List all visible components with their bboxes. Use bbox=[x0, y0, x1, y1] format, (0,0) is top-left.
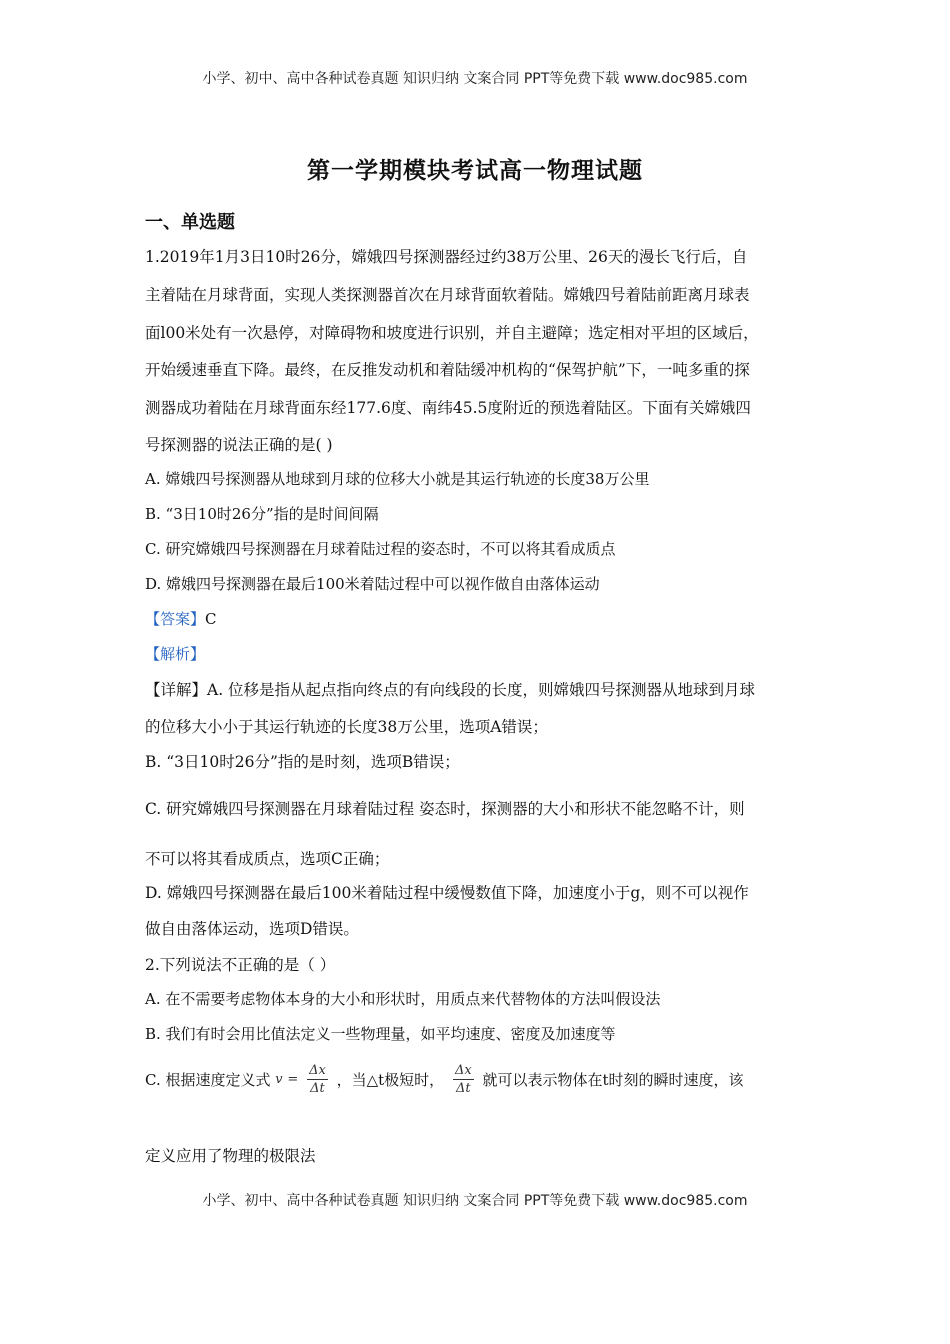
q1-stem-line: 开始缓速垂直下降。最终，在反推发动机和着陆缓冲机构的“保驾护航”下，一吨多重的探 bbox=[145, 361, 750, 379]
q1-option-c: C. 研究嫦娥四号探测器在月球着陆过程的姿态时，不可以将其看成质点 bbox=[145, 540, 616, 558]
formula-fraction-2 bbox=[453, 1062, 474, 1097]
section-heading: 一、单选题 bbox=[145, 212, 235, 233]
page-header: 小学、初中、高中各种试卷真题 知识归纳 文案合同 PPT等免费下载 www.doc985.com bbox=[202, 71, 748, 87]
q1-option-d: D. 嫦娥四号探测器在最后100米着陆过程中可以视作做自由落体运动 bbox=[145, 575, 600, 593]
q1-detail-line: C. 研究嫦娥四号探测器在月球着陆过程 姿态时，探测器的大小和形状不能忽略不计，则 bbox=[145, 800, 745, 818]
q1-answer bbox=[145, 608, 805, 629]
q2-option-c bbox=[145, 1062, 805, 1097]
q2-option-b: B. 我们有时会用比值法定义一些物理量，如平均速度、密度及加速度等 bbox=[145, 1025, 616, 1043]
q1-stem-line: 主着陆在月球背面，实现人类探测器首次在月球背面软着陆。嫦娥四号着陆前距离月球表 bbox=[145, 286, 750, 304]
formula-fraction bbox=[307, 1062, 328, 1097]
q2-option-c-continuation: 定义应用了物理的极限法 bbox=[145, 1147, 316, 1165]
q1-detail-line: 【详解】A. 位移是指从起点指向终点的有向线段的长度，则嫦娥四号探测器从地球到月球 bbox=[145, 681, 756, 699]
q1-detail-line: D. 嫦娥四号探测器在最后100米着陆过程中缓慢数值下降，加速度小于g，则不可以视作 bbox=[145, 884, 749, 902]
formula-denominator-2: Δt bbox=[456, 1081, 471, 1096]
q1-detail-line: B. “3日10时26分”指的是时刻，选项B错误； bbox=[145, 753, 460, 771]
q2-option-c-mid: ，当△t极短时， bbox=[336, 1071, 445, 1089]
formula-numerator-2: Δx bbox=[454, 1063, 472, 1078]
answer-value: C bbox=[205, 610, 217, 628]
q1-stem-line: 1.2019年1月3日10时26分，嫦娥四号探测器经过约38万公里、26天的漫长飞行后，自 bbox=[145, 248, 748, 266]
q1-option-a: A. 嫦娥四号探测器从地球到月球的位移大小就是其运行轨迹的长度38万公里 bbox=[145, 470, 650, 488]
page-title: 第一学期模块考试高一物理试题 bbox=[307, 158, 643, 184]
q1-option-b: B. “3日10时26分”指的是时间间隔 bbox=[145, 505, 379, 523]
q1-stem-line: 面l00米处有一次悬停，对障碍物和坡度进行识别，并自主避障；选定相对平坦的区域后， bbox=[145, 324, 759, 342]
formula-equals: = bbox=[287, 1072, 299, 1087]
page-footer: 小学、初中、高中各种试卷真题 知识归纳 文案合同 PPT等免费下载 www.doc985.com bbox=[202, 1193, 748, 1209]
q1-detail-line: 不可以将其看成质点，选项C正确； bbox=[145, 850, 390, 868]
q2-stem: 2.下列说法不正确的是（ ） bbox=[145, 956, 336, 974]
q1-detail-line: 做自由落体运动，选项D错误。 bbox=[145, 920, 359, 938]
q2-option-c-suffix: 就可以表示物体在t时刻的瞬时速度，该 bbox=[482, 1071, 744, 1089]
q1-stem-line: 测器成功着陆在月球背面东经177.6度、南纬45.5度附近的预选着陆区。下面有关嫦娥四 bbox=[145, 399, 751, 417]
q1-analysis-tag: 【解析】 bbox=[145, 645, 206, 663]
q2-option-c-prefix: C. 根据速度定义式 bbox=[145, 1071, 271, 1089]
q2-option-a: A. 在不需要考虑物体本身的大小和形状时，用质点来代替物体的方法叫假设法 bbox=[145, 990, 661, 1008]
formula-numerator: Δx bbox=[309, 1063, 326, 1078]
formula-v-symbol: v bbox=[275, 1072, 283, 1087]
formula-denominator: Δt bbox=[310, 1081, 325, 1096]
answer-tag: 【答案】 bbox=[145, 610, 206, 628]
q1-detail-line: 的位移大小小于其运行轨迹的长度38万公里，选项A错误； bbox=[145, 718, 548, 736]
q1-stem-line: 号探测器的说法正确的是( ) bbox=[145, 436, 333, 454]
